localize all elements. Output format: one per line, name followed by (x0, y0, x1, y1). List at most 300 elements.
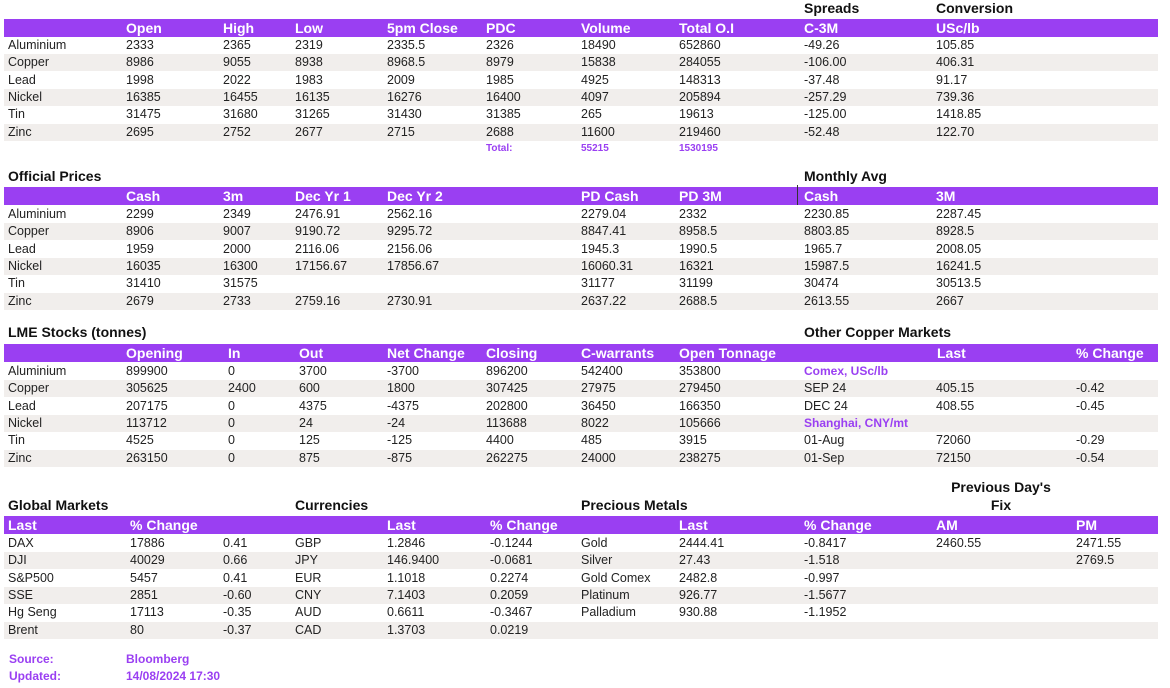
pdc-cell: 2688 (486, 124, 514, 139)
c-warrants-cell: 36450 (581, 398, 616, 413)
currency-name: CAD (295, 622, 322, 637)
table-row (4, 363, 1158, 380)
currency-last: 1.2846 (387, 536, 426, 550)
volume-cell: 18490 (581, 38, 616, 52)
index-last: 17113 (130, 605, 164, 620)
currency-last: 7.1403 (387, 587, 426, 602)
index-last: 5457 (130, 570, 158, 585)
col-dec-yr-1: Dec Yr 1 (295, 188, 351, 204)
out-cell: 600 (299, 381, 320, 396)
table-row (4, 604, 1158, 621)
pd-3m-cell: 16321 (679, 258, 714, 273)
lme-header-band (4, 19, 1158, 37)
open-tonnage-cell: 353800 (679, 364, 721, 378)
fix-pm-cell: 2471.55 (1076, 536, 1122, 550)
index-name: Hg Seng (8, 605, 57, 620)
table-row (4, 415, 1158, 432)
index-last: 17886 (130, 536, 165, 550)
monthly-cash-cell: 15987.5 (804, 258, 850, 273)
updated-label: Updated: (9, 669, 61, 683)
precious-change: -0.8417 (804, 536, 847, 550)
currency-name: CNY (295, 587, 322, 602)
currency-change: 0.0219 (490, 622, 529, 637)
metal-name: Copper (8, 55, 49, 70)
metal-name: Copper (8, 224, 49, 239)
metal-name: Aluminium (8, 207, 67, 221)
table-row (4, 293, 1158, 310)
precious-last: 2482.8 (679, 570, 718, 585)
index-name: SSE (8, 587, 34, 602)
in-cell: 0 (228, 433, 235, 448)
monthly-3m-cell: 8928.5 (936, 224, 975, 239)
out-cell: 125 (299, 433, 320, 448)
col-global-change: % Change (130, 517, 198, 533)
c3m-cell: -125.00 (804, 107, 847, 122)
oi-cell: 19613 (679, 107, 714, 122)
open-cell: 2695 (126, 124, 154, 139)
col-total-oi: Total O.I (679, 20, 734, 36)
c3m-cell: -49.26 (804, 38, 840, 52)
opening-cell: 207175 (126, 398, 168, 413)
precious-change: -1.518 (804, 553, 840, 568)
3m-cell: 2733 (223, 293, 251, 308)
3m-cell: 31575 (223, 276, 258, 291)
precious-metals-title: Precious Metals (581, 497, 688, 513)
col-usc-lb: USc/lb (936, 20, 980, 36)
close-cell: 2715 (387, 124, 415, 139)
low-cell: 31265 (295, 107, 330, 122)
col-open-tonnage: Open Tonnage (679, 345, 776, 361)
oi-cell: 148313 (679, 72, 721, 87)
net-change-cell: -875 (387, 450, 413, 465)
3m-cell: 2000 (223, 241, 251, 256)
precious-last: 2444.41 (679, 536, 725, 550)
3m-cell: 9007 (223, 224, 251, 239)
monthly-3m-cell: 2008.05 (936, 241, 982, 256)
metal-name: Aluminium (8, 364, 67, 378)
source-label: Source: (9, 652, 54, 666)
index-last: 80 (130, 622, 144, 637)
copper-contract: DEC 24 (804, 398, 848, 413)
usc-cell: 1418.85 (936, 107, 982, 122)
opening-cell: 113712 (126, 415, 167, 430)
col-volume: Volume (581, 20, 631, 36)
markets-header-band (4, 516, 1158, 534)
precious-last: 27.43 (679, 553, 711, 568)
col-global-last: Last (8, 517, 37, 533)
low-cell: 2319 (295, 38, 323, 52)
3m-cell: 16300 (223, 258, 258, 273)
table-row (4, 570, 1158, 587)
oi-cell: 652860 (679, 38, 721, 52)
table-row (4, 72, 1158, 89)
updated-value: 14/08/2024 17:30 (126, 669, 221, 683)
volume-cell: 11600 (581, 124, 615, 139)
currency-change: -0.1244 (490, 536, 533, 550)
in-cell: 2400 (228, 381, 256, 396)
open-tonnage-cell: 166350 (679, 398, 721, 413)
dec-yr1-cell: 9190.72 (295, 224, 341, 239)
open-cell: 16385 (126, 89, 161, 104)
metal-name: Zinc (8, 124, 32, 139)
precious-name: Gold Comex (581, 570, 651, 585)
fix-title-line1: Previous Day's (951, 479, 1051, 495)
col-out: Out (299, 345, 324, 361)
pd-3m-cell: 1990.5 (679, 241, 718, 256)
net-change-cell: -125 (387, 433, 413, 448)
spreads-title: Spreads (804, 0, 860, 16)
close-cell: 31430 (387, 107, 422, 122)
oi-cell: 284055 (679, 55, 721, 70)
open-cell: 1998 (126, 72, 154, 87)
col-fix-am: AM (936, 517, 958, 533)
official-header-band (4, 187, 1158, 205)
pd-3m-cell: 2332 (679, 207, 707, 221)
col-net-change: Net Change (387, 345, 465, 361)
pd-3m-cell: 31199 (679, 276, 713, 291)
index-name: DAX (8, 536, 34, 550)
metal-name: Lead (8, 241, 36, 256)
monthly-divider (797, 185, 798, 205)
oi-cell: 205894 (679, 89, 721, 104)
stocks-title: LME Stocks (tonnes) (8, 324, 147, 340)
index-change: -0.37 (223, 622, 252, 637)
copper-contract: SEP 24 (804, 381, 847, 396)
net-change-cell: -3700 (387, 364, 419, 378)
c-warrants-cell: 542400 (581, 364, 623, 378)
cash-cell: 2679 (126, 293, 154, 308)
global-markets-title: Global Markets (8, 497, 109, 513)
currency-change: -0.0681 (490, 553, 533, 568)
closing-cell: 4400 (486, 433, 514, 448)
3m-cell: 2349 (223, 207, 251, 221)
index-last: 40029 (130, 553, 165, 568)
col-dec-yr-2: Dec Yr 2 (387, 188, 443, 204)
col-pd-3m: PD 3M (679, 188, 722, 204)
index-change: -0.60 (223, 587, 252, 602)
metal-name: Zinc (8, 450, 32, 465)
dec-yr2-cell: 2730.91 (387, 293, 433, 308)
table-row (4, 275, 1158, 292)
index-change: 0.66 (223, 553, 248, 568)
col-copper-change: % Change (1076, 345, 1144, 361)
pdc-cell: 16400 (486, 89, 521, 104)
copper-title: Other Copper Markets (804, 324, 952, 340)
col-monthly-3m: 3M (936, 188, 956, 204)
in-cell: 0 (228, 450, 235, 465)
copper-change-cell: -0.42 (1076, 381, 1105, 396)
pd-cash-cell: 8847.41 (581, 224, 627, 239)
precious-last: 926.77 (679, 587, 718, 602)
open-tonnage-cell: 3915 (679, 433, 707, 448)
high-cell: 31680 (223, 107, 258, 122)
pdc-cell: 31385 (486, 107, 521, 122)
net-change-cell: -24 (387, 415, 406, 430)
volume-cell: 4097 (581, 89, 609, 104)
monthly-3m-cell: 30513.5 (936, 276, 982, 291)
col-currency-last: Last (387, 517, 416, 533)
c3m-cell: -257.29 (804, 89, 847, 104)
table-row (4, 587, 1158, 604)
closing-cell: 113688 (486, 415, 527, 430)
table-row (4, 223, 1158, 240)
usc-cell: 105.85 (936, 38, 975, 52)
col-c3m: C-3M (804, 20, 839, 36)
table-row (4, 106, 1158, 123)
col-pdc: PDC (486, 20, 516, 36)
pd-cash-cell: 16060.31 (581, 258, 634, 273)
col-monthly-cash: Cash (804, 188, 839, 204)
low-cell: 16135 (295, 89, 330, 104)
table-row (4, 124, 1158, 141)
net-change-cell: -4375 (387, 398, 419, 413)
fix-title-line2: Fix (990, 497, 1012, 513)
currency-last: 146.9400 (387, 553, 440, 568)
conversion-title: Conversion (936, 0, 1014, 16)
oi-cell: 219460 (679, 124, 721, 139)
close-cell: 16276 (387, 89, 422, 104)
high-cell: 16455 (223, 89, 258, 104)
volume-cell: 4925 (581, 72, 609, 87)
dec-yr1-cell: 2476.91 (295, 207, 341, 221)
volume-cell: 265 (581, 107, 602, 122)
pdc-cell: 8979 (486, 55, 514, 70)
dec-yr1-cell: 2759.16 (295, 293, 341, 308)
dec-yr1-cell: 2116.06 (295, 241, 340, 256)
monthly-3m-cell: 2667 (936, 293, 964, 308)
high-cell: 2022 (223, 72, 251, 87)
c-warrants-cell: 27975 (581, 381, 616, 396)
index-name: Brent (8, 622, 38, 637)
currencies-title: Currencies (295, 497, 369, 513)
metal-name: Zinc (8, 293, 32, 308)
dec-yr2-cell: 2156.06 (387, 241, 433, 256)
monthly-cash-cell: 1965.7 (804, 241, 843, 256)
closing-cell: 262275 (486, 450, 528, 465)
metal-name: Nickel (8, 415, 43, 430)
table-row (4, 258, 1158, 275)
pd-3m-cell: 2688.5 (679, 293, 718, 308)
copper-change-cell: -0.54 (1076, 450, 1105, 465)
precious-name: Platinum (581, 587, 630, 602)
official-prices-title: Official Prices (8, 168, 102, 184)
table-row (4, 37, 1158, 54)
in-cell: 0 (228, 415, 235, 430)
open-cell: 2333 (126, 38, 154, 52)
pd-3m-cell: 8958.5 (679, 224, 718, 239)
open-cell: 31475 (126, 107, 161, 122)
index-name: S&P500 (8, 570, 54, 585)
c-warrants-cell: 24000 (581, 450, 616, 465)
pdc-cell: 2326 (486, 38, 514, 52)
pd-cash-cell: 2279.04 (581, 207, 627, 221)
total-label: Total: (486, 143, 513, 154)
high-cell: 9055 (223, 55, 251, 70)
pdc-cell: 1985 (486, 72, 514, 87)
col-high: High (223, 20, 255, 36)
table-row (4, 398, 1158, 415)
opening-cell: 4525 (126, 433, 154, 448)
opening-cell: 899900 (126, 364, 168, 378)
close-cell: 2009 (387, 72, 415, 87)
index-last: 2851 (130, 587, 158, 602)
c-warrants-cell: 8022 (581, 415, 609, 430)
open-tonnage-cell: 238275 (679, 450, 721, 465)
currency-change: 0.2274 (490, 570, 529, 585)
currency-name: EUR (295, 570, 322, 585)
pd-cash-cell: 2637.22 (581, 293, 627, 308)
copper-last-cell: 405.15 (936, 381, 975, 396)
col-low: Low (295, 20, 323, 36)
volume-cell: 15838 (581, 55, 616, 70)
table-row (4, 432, 1158, 449)
index-name: DJI (8, 553, 27, 568)
in-cell: 0 (228, 364, 235, 378)
copper-change-cell: -0.45 (1076, 398, 1105, 413)
stocks-header-band (4, 344, 1158, 362)
table-row (4, 89, 1158, 106)
out-cell: 24 (299, 415, 313, 430)
currency-last: 1.3703 (387, 622, 426, 637)
pd-cash-cell: 1945.3 (581, 241, 620, 256)
dec-yr2-cell: 2562.16 (387, 207, 433, 221)
col-pd-cash: PD Cash (581, 188, 639, 204)
metal-name: Nickel (8, 89, 43, 104)
col-precious-change: % Change (804, 517, 872, 533)
cash-cell: 1959 (126, 241, 154, 256)
cash-cell: 2299 (126, 207, 154, 221)
col-3m: 3m (223, 188, 244, 204)
open-tonnage-cell: 105666 (679, 415, 721, 430)
dec-yr2-cell: 17856.67 (387, 258, 440, 273)
col-opening: Opening (126, 345, 183, 361)
copper-market-subheader: Comex, USc/lb (804, 364, 889, 378)
monthly-3m-cell: 2287.45 (936, 207, 982, 221)
monthly-avg-title: Monthly Avg (804, 168, 887, 184)
c3m-cell: -37.48 (804, 72, 840, 87)
currency-name: JPY (295, 553, 318, 568)
out-cell: 875 (299, 450, 320, 465)
usc-cell: 122.70 (936, 124, 975, 139)
index-change: 0.41 (223, 536, 248, 550)
closing-cell: 307425 (486, 381, 528, 396)
monthly-cash-cell: 2230.85 (804, 207, 850, 221)
col-precious-last: Last (679, 517, 708, 533)
currency-last: 1.1018 (387, 570, 426, 585)
table-row (4, 54, 1158, 71)
index-change: 0.41 (223, 570, 248, 585)
source-value: Bloomberg (126, 652, 190, 666)
c3m-cell: -52.48 (804, 124, 840, 139)
low-cell: 1983 (295, 72, 323, 87)
copper-last-cell: 72060 (936, 433, 971, 448)
c3m-cell: -106.00 (804, 55, 847, 70)
table-row (4, 241, 1158, 258)
in-cell: 0 (228, 398, 235, 413)
dec-yr1-cell: 17156.67 (295, 258, 348, 273)
col-currency-change: % Change (490, 517, 558, 533)
table-row (4, 622, 1158, 639)
closing-cell: 202800 (486, 398, 528, 413)
table-row (4, 380, 1158, 397)
monthly-cash-cell: 30474 (804, 276, 839, 291)
cash-cell: 8906 (126, 224, 154, 239)
copper-market-subheader: Shanghai, CNY/mt (804, 415, 909, 430)
cash-cell: 31410 (126, 276, 161, 291)
out-cell: 3700 (299, 364, 327, 378)
net-change-cell: 1800 (387, 381, 415, 396)
table-row (4, 535, 1158, 552)
fix-pm-cell: 2769.5 (1076, 553, 1115, 568)
col-fix-pm: PM (1076, 517, 1097, 533)
precious-change: -1.1952 (804, 605, 847, 620)
metal-name: Nickel (8, 258, 43, 273)
monthly-cash-cell: 8803.85 (804, 224, 850, 239)
precious-name: Silver (581, 553, 613, 568)
currency-change: -0.3467 (490, 605, 533, 620)
metal-name: Tin (8, 107, 25, 122)
cash-cell: 16035 (126, 258, 161, 273)
copper-contract: 01-Sep (804, 450, 845, 465)
table-row (4, 450, 1158, 467)
copper-change-cell: -0.29 (1076, 433, 1105, 448)
fix-am-cell: 2460.55 (936, 536, 982, 550)
col-c-warrants: C-warrants (581, 345, 655, 361)
usc-cell: 406.31 (936, 55, 975, 70)
metal-name: Tin (8, 433, 25, 448)
close-cell: 2335.5 (387, 38, 426, 52)
open-tonnage-cell: 279450 (679, 381, 721, 396)
precious-name: Gold (581, 536, 608, 550)
currency-name: AUD (295, 605, 322, 620)
pd-cash-cell: 31177 (581, 276, 615, 291)
currency-name: GBP (295, 536, 322, 550)
precious-name: Palladium (581, 605, 636, 620)
low-cell: 2677 (295, 124, 323, 139)
c-warrants-cell: 485 (581, 433, 602, 448)
metal-name: Copper (8, 381, 49, 396)
high-cell: 2752 (223, 124, 251, 139)
metal-name: Lead (8, 398, 36, 413)
currency-last: 0.6611 (387, 605, 425, 620)
metal-name: Lead (8, 72, 36, 87)
col-in: In (228, 345, 241, 361)
metal-name: Aluminium (8, 38, 67, 52)
closing-cell: 896200 (486, 364, 528, 378)
currency-change: 0.2059 (490, 587, 529, 602)
out-cell: 4375 (299, 398, 327, 413)
monthly-cash-cell: 2613.55 (804, 293, 850, 308)
copper-contract: 01-Aug (804, 433, 845, 448)
total-volume: 55215 (581, 143, 609, 154)
monthly-3m-cell: 16241.5 (936, 258, 982, 273)
precious-change: -1.5677 (804, 587, 847, 602)
precious-last: 930.88 (679, 605, 718, 620)
usc-cell: 739.36 (936, 89, 975, 104)
copper-last-cell: 408.55 (936, 398, 975, 413)
low-cell: 8938 (295, 55, 323, 70)
close-cell: 8968.5 (387, 55, 426, 70)
opening-cell: 305625 (126, 381, 168, 396)
col-5pm-close: 5pm Close (387, 20, 458, 36)
dec-yr2-cell: 9295.72 (387, 224, 433, 239)
total-oi: 1530195 (679, 143, 718, 154)
col-copper-last: Last (937, 345, 966, 361)
opening-cell: 263150 (126, 450, 168, 465)
col-open: Open (126, 20, 162, 36)
high-cell: 2365 (223, 38, 251, 52)
table-row (4, 206, 1158, 223)
